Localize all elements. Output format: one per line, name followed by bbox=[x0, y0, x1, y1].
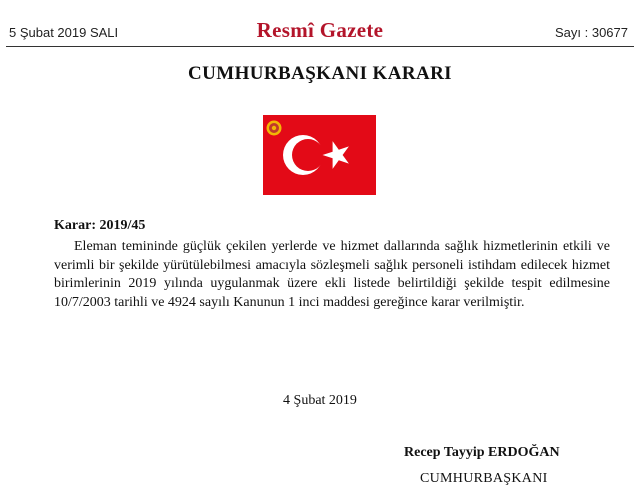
gazette-header bbox=[0, 0, 640, 48]
decree-body: Eleman temininde güçlük çekilen yerlerde ve hizmet dallarında sağlık hizmetlerinin etkili ve verimli bir şekilde yürütülebilmesi amacıyla sözleşmeli sağlık personeli istihdam edilecek hizmet birimlerinin 2019 yılında uygulanmak üzere ekli listede belirtildiği şekilde tespit edilmesine 10/7/2003 tarihli ve 4924 sayılı Kanunun 1 inci maddesi gereğince karar verilmiştir. bbox=[54, 239, 610, 310]
signer-name: Recep Tayyip ERDOĞAN bbox=[404, 445, 560, 460]
gazette-title: Resmî Gazete bbox=[256, 18, 384, 42]
decree-title: CUMHURBAŞKANI KARARI bbox=[188, 63, 452, 84]
turkish-flag-icon bbox=[263, 115, 376, 195]
decree-number-label: Karar: bbox=[54, 218, 96, 233]
signature-date: 4 Şubat 2019 bbox=[283, 393, 357, 408]
state-emblem-sun-icon bbox=[267, 121, 282, 136]
decree-number bbox=[54, 218, 145, 234]
header-date: 5 Şubat 2019 SALI bbox=[9, 25, 119, 40]
decree-number-value: 2019/45 bbox=[99, 218, 146, 233]
issue-number: Sayı : 30677 bbox=[555, 25, 628, 40]
header-divider bbox=[6, 46, 634, 47]
signer-title: CUMHURBAŞKANI bbox=[420, 471, 548, 486]
